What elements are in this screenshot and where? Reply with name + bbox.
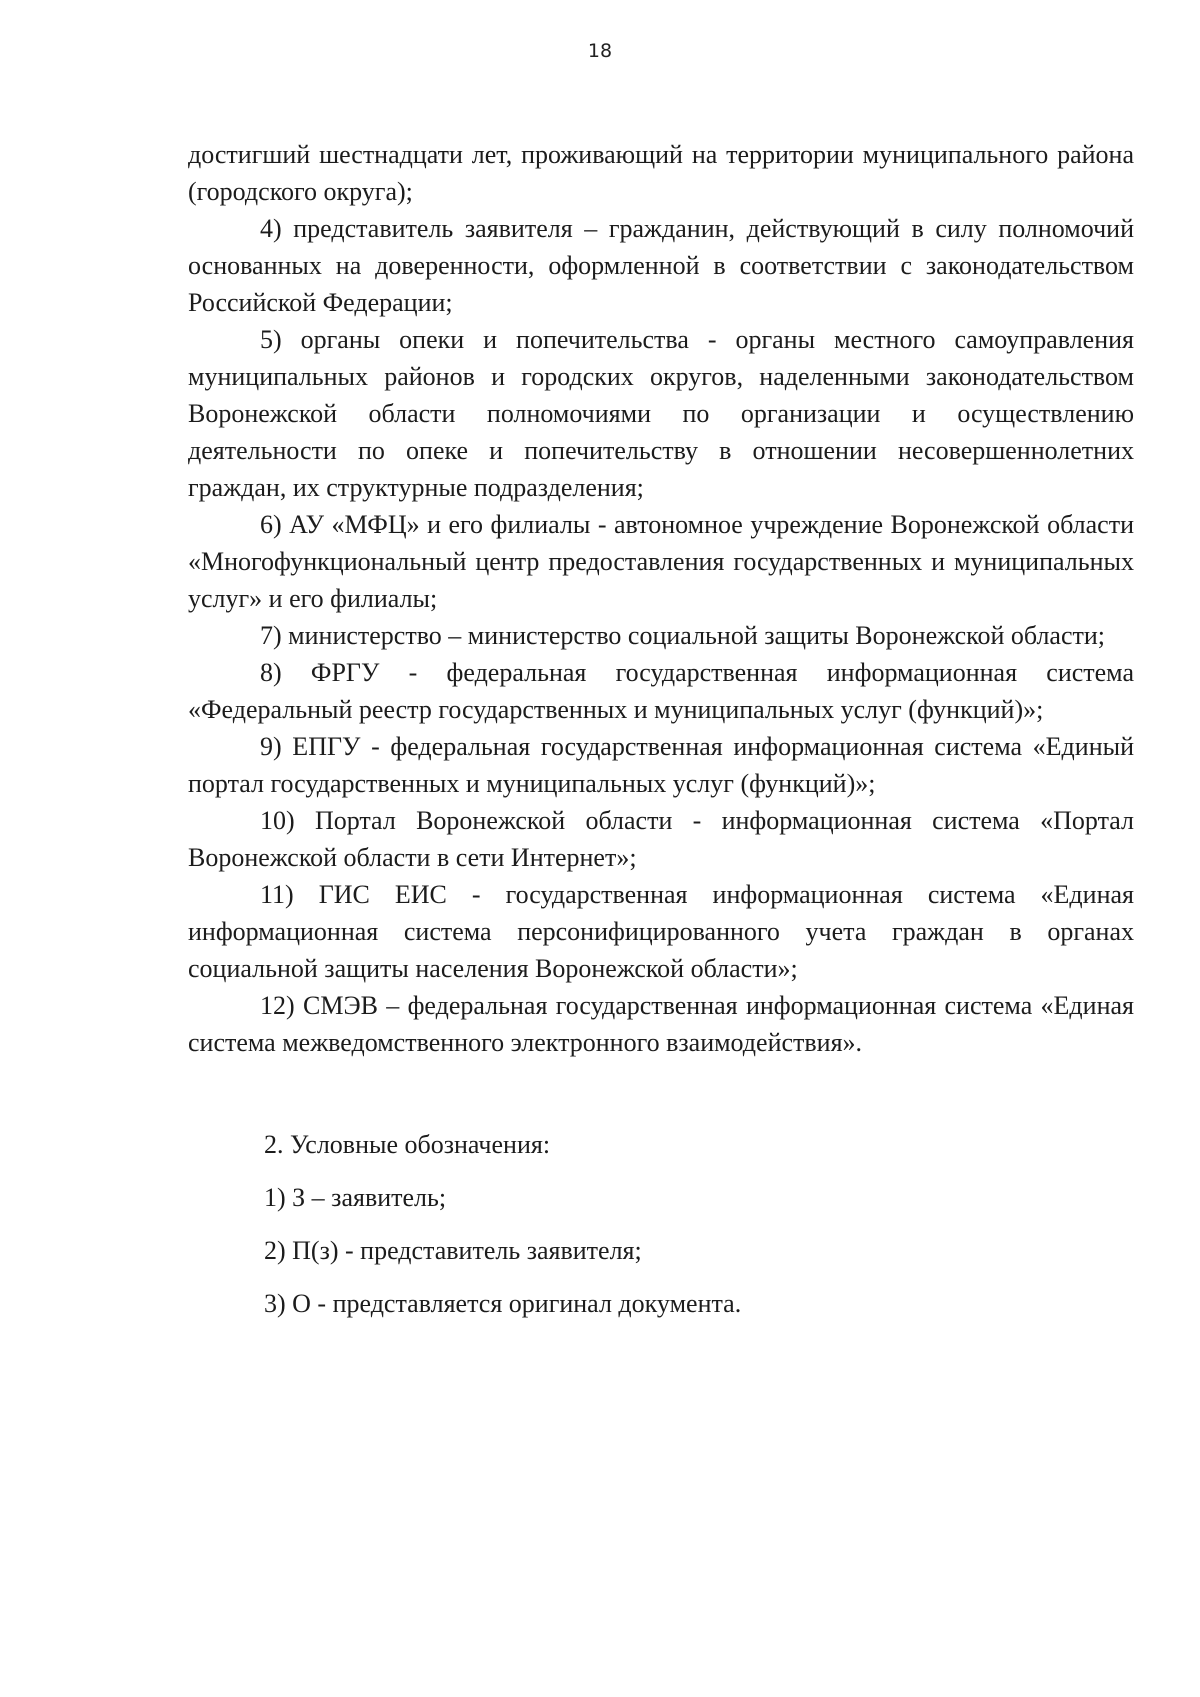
legend-item: 2) П(з) - представитель заявителя; — [264, 1236, 642, 1265]
paragraph-item-10: 10) Портал Воронежской области - информационная система «Портал Воронежской области в сети Интернет»; — [188, 806, 1134, 872]
page-number: 18 — [587, 40, 613, 62]
paragraph-continuation: достигший шестнадцати лет, проживающий на территории муниципального района (городского округа); — [188, 140, 1134, 206]
paragraph-item-9: 9) ЕПГУ - федеральная государственная информационная система «Единый портал государственных и муниципальных услуг (функций)»; — [188, 732, 1134, 798]
paragraph-item-11: 11) ГИС ЕИС - государственная информационная система «Единая информационная система персонифицированного учета граждан в органах социальной защиты населения Воронежской области»; — [188, 880, 1134, 983]
document-body — [188, 136, 1134, 1061]
legend-section — [264, 1128, 1124, 1340]
paragraph-item-5: 5) органы опеки и попечительства - органы местного самоуправления муниципальных районов и городских округов, наделенными законодательством Воронежской области полномочиями по организации и осуществлению деятельности по опеке и попечительству в отношении несовершеннолетних граждан, их структурные подразделения; — [188, 325, 1134, 502]
legend-item: 3) О - представляется оригинал документа. — [264, 1289, 742, 1318]
legend-item: 1) З – заявитель; — [264, 1183, 447, 1212]
legend-heading: 2. Условные обозначения: — [264, 1130, 551, 1159]
paragraph-item-12: 12) СМЭВ – федеральная государственная информационная система «Единая система межведомственного электронного взаимодействия». — [188, 991, 1134, 1057]
paragraph-item-8: 8) ФРГУ - федеральная государственная информационная система «Федеральный реестр государственных и муниципальных услуг (функций)»; — [188, 658, 1134, 724]
paragraph-item-7: 7) министерство – министерство социальной защиты Воронежской области; — [260, 621, 1105, 650]
paragraph-item-4: 4) представитель заявителя – гражданин, действующий в силу полномочий основанных на доверенности, оформленной в соответствии с законодательством Российской Федерации; — [188, 214, 1134, 317]
paragraph-item-6: 6) АУ «МФЦ» и его филиалы - автономное учреждение Воронежской области «Многофункциональный центр предоставления государственных и муниципальных услуг» и его филиалы; — [188, 510, 1134, 613]
